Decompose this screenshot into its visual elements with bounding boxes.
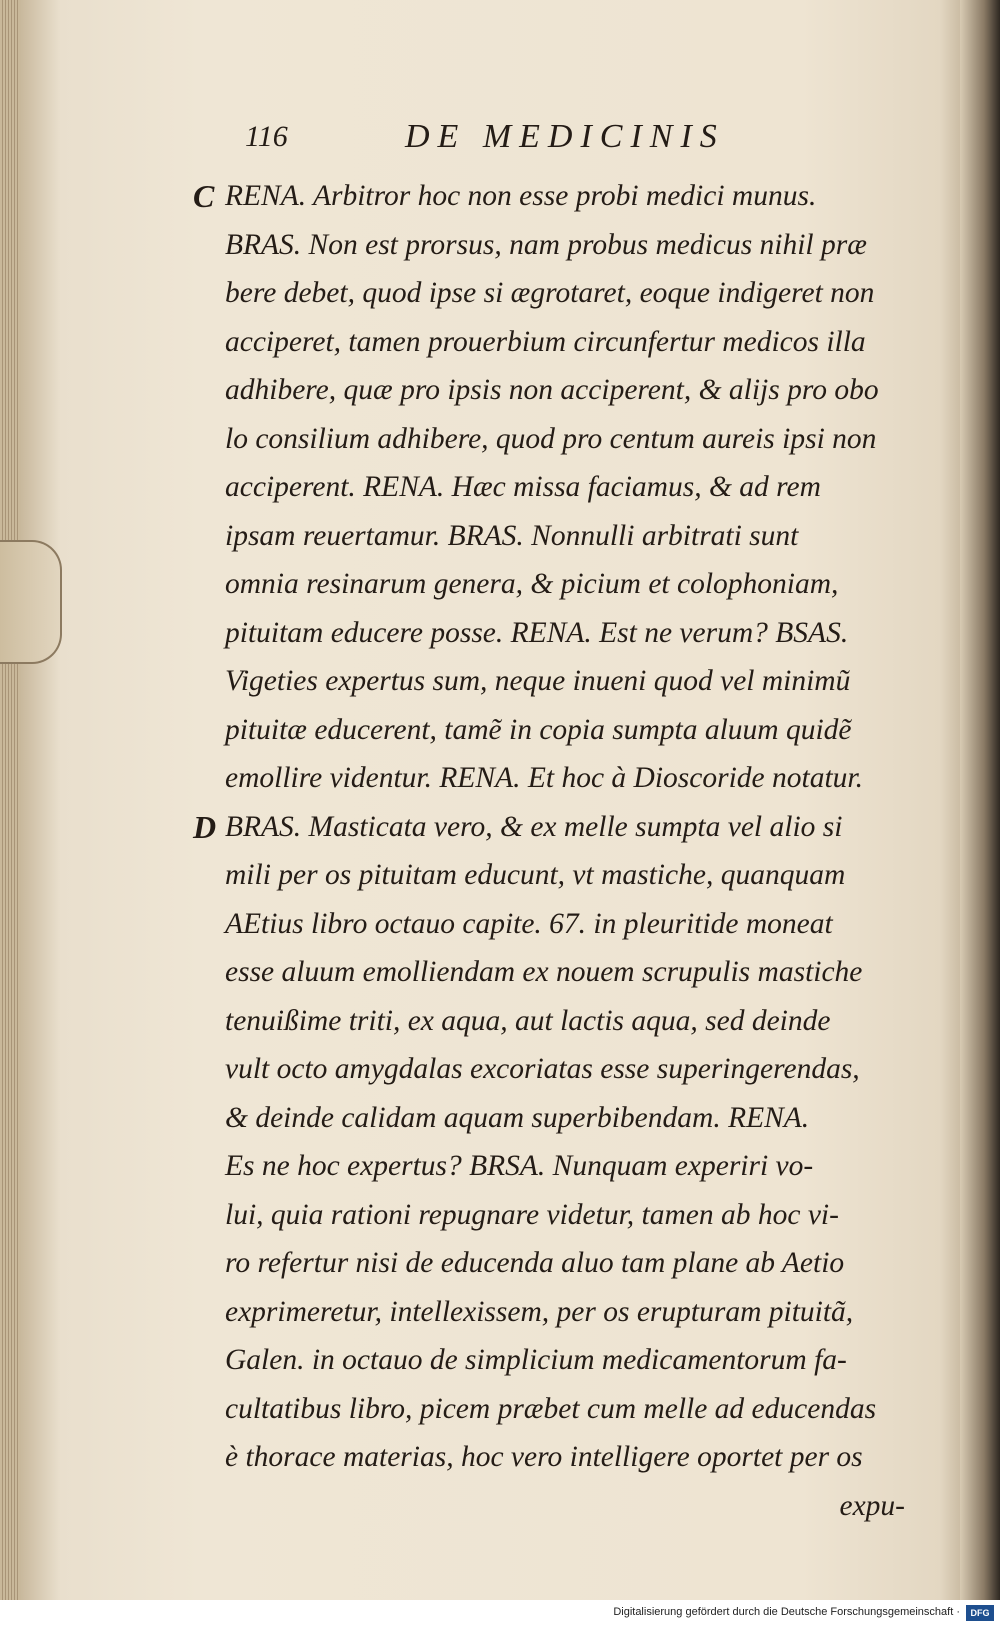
line-text: ro refertur nisi de educenda aluo tam plane ab Aetio	[225, 1247, 845, 1279]
text-line	[225, 1191, 945, 1240]
line-text: bere debet, quod ipse si ægrotaret, eoque indigeret non	[225, 277, 875, 309]
text-line	[225, 366, 945, 415]
line-text: & deinde calidam aquam superbibendam. RENA.	[225, 1101, 810, 1134]
text-line	[225, 1433, 945, 1482]
page-number: 116	[245, 120, 288, 153]
line-text: acciperent. RENA. Hæc missa faciamus, & ad rem	[225, 471, 821, 503]
text-line	[225, 463, 945, 512]
text-line	[225, 560, 945, 609]
text-line	[225, 754, 945, 803]
book-spine-edge	[960, 0, 1000, 1600]
footer-credit: Digitalisierung gefördert durch die Deutsche Forschungsgemeinschaft ·	[613, 1606, 960, 1618]
footer-bar	[0, 1600, 1000, 1629]
line-text: acciperet, tamen prouerbium circunfertur medicos illa	[225, 325, 866, 358]
line-text: pituitam educere posse. RENA. Est ne verum? BSAS.	[225, 616, 849, 649]
text-line	[225, 1239, 945, 1288]
line-text: BRAS. Masticata vero, & ex melle sumpta vel alio si	[225, 810, 843, 843]
text-body	[193, 172, 945, 1482]
line-text: cultatibus libro, picem præbet cum melle ad educendas	[225, 1392, 877, 1425]
text-line	[225, 948, 945, 997]
margin-letter: C	[193, 178, 215, 214]
line-text: pituitæ educerent, tamẽ in copia sumpta aluum quidẽ	[225, 713, 852, 746]
line-text: vult octo amygdalas excoriatas esse superingerendas,	[225, 1053, 860, 1085]
running-head	[225, 118, 945, 162]
line-text: ipsam reuertamur. BRAS. Nonnulli arbitrati sunt	[225, 519, 799, 552]
line-text: BRAS. Non est prorsus, nam probus medicus nihil præ	[225, 228, 867, 261]
text-line	[225, 512, 945, 561]
line-text: mili per os pituitam educunt, vt mastiche, quanquam	[225, 859, 846, 891]
line-text: esse aluum emolliendam ex nouem scrupulis mastiche	[225, 956, 863, 988]
line-text: adhibere, quæ pro ipsis non acciperent, & alijs pro obo	[225, 374, 879, 406]
text-line	[225, 221, 945, 270]
line-text: exprimeretur, intellexissem, per os erupturam pituitã,	[225, 1295, 854, 1328]
text-line	[225, 706, 945, 755]
text-line	[225, 1336, 945, 1385]
line-text: Galen. in octauo de simplicium medicamentorum fa-	[225, 1344, 847, 1376]
page-header-title: DE MEDICINIS	[405, 118, 725, 155]
text-line	[225, 851, 945, 900]
line-text: tenuißime triti, ex aqua, aut lactis aqua, sed deinde	[225, 1004, 831, 1037]
page-tab	[0, 540, 62, 664]
text-line	[225, 1385, 945, 1434]
line-text: RENA. Arbitror hoc non esse probi medici munus.	[225, 180, 817, 212]
text-line	[225, 1288, 945, 1337]
margin-letter: D	[193, 808, 217, 845]
text-line	[225, 900, 945, 949]
line-text: AEtius libro octauo capite. 67. in pleuritide moneat	[225, 907, 833, 940]
text-line	[225, 1142, 945, 1191]
text-line	[225, 269, 945, 318]
line-text: è thorace materias, hoc vero intelligere oportet per os	[225, 1441, 863, 1473]
text-line	[193, 803, 945, 852]
line-text: emollire videntur. RENA. Et hoc à Dioscoride notatur.	[225, 762, 863, 794]
page-edges	[0, 0, 20, 1600]
line-text: lui, quia rationi repugnare videtur, tamen ab hoc vi-	[225, 1198, 839, 1231]
text-line	[225, 609, 945, 658]
text-line	[225, 415, 945, 464]
text-line	[225, 997, 945, 1046]
text-line	[225, 657, 945, 706]
line-text: Es ne hoc expertus? BRSA. Nunquam experiri vo-	[225, 1150, 814, 1182]
printed-page	[193, 118, 945, 1522]
catchword: expu-	[839, 1489, 905, 1522]
text-line	[193, 172, 945, 221]
dfg-logo: DFG	[966, 1605, 994, 1621]
text-line	[225, 1094, 945, 1143]
line-text: omnia resinarum genera, & picium et colophoniam,	[225, 568, 839, 600]
line-text: Vigeties expertus sum, neque inueni quod vel minimũ	[225, 665, 851, 697]
text-line	[225, 1045, 945, 1094]
line-text: lo consilium adhibere, quod pro centum aureis ipsi non	[225, 422, 877, 455]
text-line	[225, 318, 945, 367]
